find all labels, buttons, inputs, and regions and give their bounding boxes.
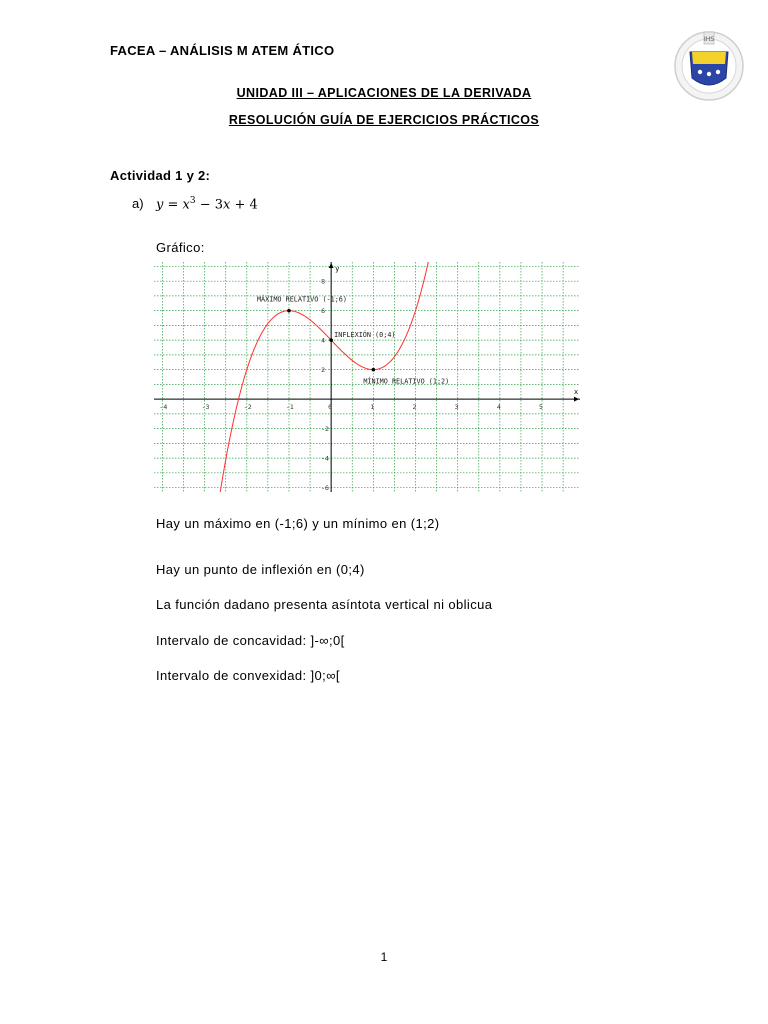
y-tick-label: 8 [321, 277, 326, 286]
svg-text:IHS: IHS [703, 36, 715, 43]
y-tick-label: -4 [321, 454, 329, 463]
equation: $y = x^3 - 3x + 4$ [156, 196, 258, 213]
x-tick-label: 0 [328, 403, 333, 412]
y-tick-label: 6 [321, 307, 326, 316]
y-tick-label: -2 [321, 425, 329, 434]
convexity-text: Intervalo de convexidad: ]0;∞[ [156, 668, 340, 683]
point-label: INFLEXIÓN (0;4) [334, 331, 396, 340]
function-graph [154, 262, 580, 492]
graph-label: Gráfico: [156, 240, 205, 255]
concavity-text: Intervalo de concavidad: ]-∞;0[ [156, 633, 345, 648]
page-number: 1 [380, 950, 388, 964]
x-tick-label: 4 [496, 403, 501, 412]
x-tick-label: -1 [285, 403, 294, 412]
x-tick-label: -3 [201, 403, 210, 412]
course-header: FACEA – ANÁLISIS M ATEM ÁTICO [110, 43, 335, 58]
max-min-text: Hay un máximo en (-1;6) y un mínimo en (1;2) [156, 516, 440, 531]
asymptote-text: La función dadano presenta asíntota vertical ni oblicua [156, 597, 493, 612]
y-axis-arrow [329, 263, 334, 268]
point-label: MÍNIMO RELATIVO (1;2) [363, 377, 450, 386]
x-tick-label: 2 [412, 403, 417, 412]
x-axis-label: x [574, 388, 579, 397]
activity-heading: Actividad 1 y 2: [110, 168, 211, 183]
point-label: MÁXIMO RELATIVO (-1;6) [256, 295, 348, 304]
inflection-text: Hay un punto de inflexión en (0;4) [156, 562, 365, 577]
critical-point [287, 309, 291, 313]
y-axis-label: y [335, 265, 340, 273]
x-tick-label: -4 [159, 403, 168, 412]
y-tick-label: 4 [321, 336, 326, 345]
x-tick-label: 1 [370, 403, 375, 412]
critical-point [372, 368, 376, 372]
item-label: a) [132, 196, 144, 211]
guide-title: RESOLUCIÓN GUÍA DE EJERCICIOS PRÁCTICOS [228, 113, 540, 127]
x-axis-arrow [574, 397, 579, 402]
x-tick-label: 5 [539, 403, 543, 412]
x-tick-label: -2 [243, 403, 252, 412]
y-tick-label: -6 [321, 484, 329, 492]
y-tick-label: 2 [321, 366, 326, 375]
x-tick-label: 3 [454, 403, 459, 412]
unit-title: UNIDAD III – APLICACIONES DE LA DERIVADA [236, 86, 532, 100]
critical-point [329, 338, 333, 342]
